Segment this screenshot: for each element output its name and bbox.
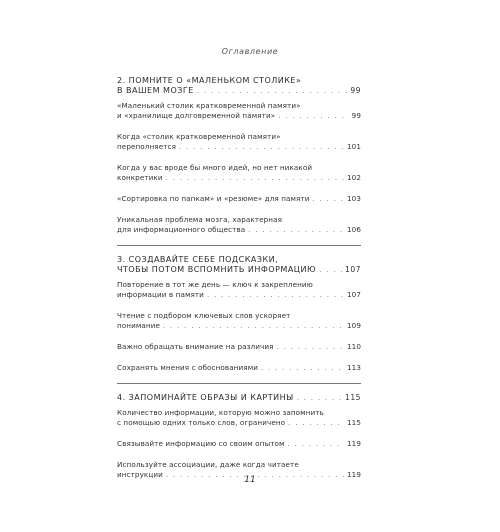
page-ref: 107 [346,290,361,299]
toc-entry[interactable] [117,311,361,331]
section-divider [117,245,361,246]
entry-last-line [117,111,361,121]
dot-leader [207,290,344,300]
entry-title-line: переполняется [117,142,177,151]
dot-leader [248,225,344,235]
toc-entry[interactable] [117,280,361,300]
page-ref: 106 [346,225,361,234]
dot-leader [297,393,342,403]
entry-title-line: Количество информации, которую можно запомнить [117,408,324,417]
dot-leader [313,194,344,204]
entry-title-line: с помощью одних только слов, ограничено [117,418,286,427]
page-ref: 99 [351,111,361,120]
dot-leader [278,111,348,121]
chapter-title-line: 2. ПОМНИТЕ О «МАЛЕНЬКОМ СТОЛИКЕ» [117,76,302,85]
toc-entry[interactable] [117,408,361,428]
page-ref: 107 [345,265,361,274]
page-ref: 119 [346,470,361,479]
dot-leader [197,86,348,96]
dot-leader [179,142,344,152]
entry-title-line: и «хранилище долговременной памяти» [117,111,276,120]
page-ref: 99 [350,86,361,95]
entry-title-line: «Маленький столик кратковременной памяти» [117,101,301,110]
entry-last-line [117,265,361,275]
entry-title-line: Когда «столик кратковременной памяти» [117,132,281,141]
dot-leader [319,265,342,275]
entry-title-line: для информационного общества [117,225,246,234]
page-ref: 110 [346,342,361,351]
entry-title-line: Когда у вас вроде бы много идей, но нет никакой [117,163,313,172]
toc-chapter[interactable] [117,393,361,403]
entry-title-line: Сохранять мнения с обоснованиями [117,363,259,372]
dot-leader [166,173,344,183]
entry-title-line: информации в памяти [117,290,204,299]
page-ref: 115 [346,418,361,427]
entry-last-line [117,225,361,235]
toc-chapter[interactable] [117,255,361,275]
chapter-title-line: В ВАШЕМ МОЗГЕ [117,86,194,95]
chapter-title-line: ЧТОБЫ ПОТОМ ВСПОМНИТЬ ИНФОРМАЦИЮ [117,265,317,274]
page-ref: 102 [346,173,361,182]
table-of-contents [117,76,361,480]
page-ref: 115 [345,393,361,402]
page-ref: 119 [346,439,361,448]
entry-last-line [117,142,361,152]
toc-entry[interactable] [117,132,361,152]
entry-title-line: Повторение в тот же день — ключ к закреплению [117,280,313,289]
entry-last-line [117,393,361,403]
entry-title-line: Важно обращать внимание на различия [117,342,274,351]
entry-last-line [117,321,361,331]
dot-leader [261,363,344,373]
running-header: Оглавление [221,47,279,56]
entry-last-line [117,86,361,96]
toc-entry[interactable] [117,342,361,352]
entry-last-line [117,418,361,428]
dot-leader [288,418,344,428]
toc-entry[interactable] [117,101,361,121]
toc-entry[interactable] [117,194,361,204]
entry-last-line [117,439,361,449]
entry-title-line: инструкции [117,470,163,479]
entry-title-line: Связывайте информацию со своим опытом [117,439,285,448]
chapter-title-line: 4. ЗАПОМИНАЙТЕ ОБРАЗЫ И КАРТИНЫ [117,393,294,402]
entry-last-line [117,290,361,300]
entry-title-line: Используйте ассоциации, даже когда читаете [117,460,299,469]
entry-last-line [117,342,361,352]
toc-chapter[interactable] [117,76,361,96]
dot-leader [277,342,344,352]
chapter-title-line: 3. СОЗДАВАЙТЕ СЕБЕ ПОДСКАЗКИ, [117,255,279,264]
toc-entry[interactable] [117,363,361,373]
dot-leader [163,321,344,331]
entry-title-line: «Сортировка по папкам» и «резюме» для памяти [117,194,310,203]
dot-leader [288,439,344,449]
entry-last-line [117,363,361,373]
entry-title-line: Чтение с подбором ключевых слов ускоряет [117,311,291,320]
entry-last-line [117,173,361,183]
page-ref: 103 [346,194,361,203]
entry-title-line: понимание [117,321,160,330]
page-number: 11 [244,475,256,485]
page-ref: 113 [346,363,361,372]
page-ref: 101 [346,142,361,151]
entry-title-line: конкретики [117,173,163,182]
page-ref: 109 [346,321,361,330]
toc-entry[interactable] [117,163,361,183]
entry-title-line: Уникальная проблема мозга, характерная [117,215,283,224]
toc-entry[interactable] [117,439,361,449]
section-divider [117,383,361,384]
toc-entry[interactable] [117,215,361,235]
entry-last-line [117,194,361,204]
